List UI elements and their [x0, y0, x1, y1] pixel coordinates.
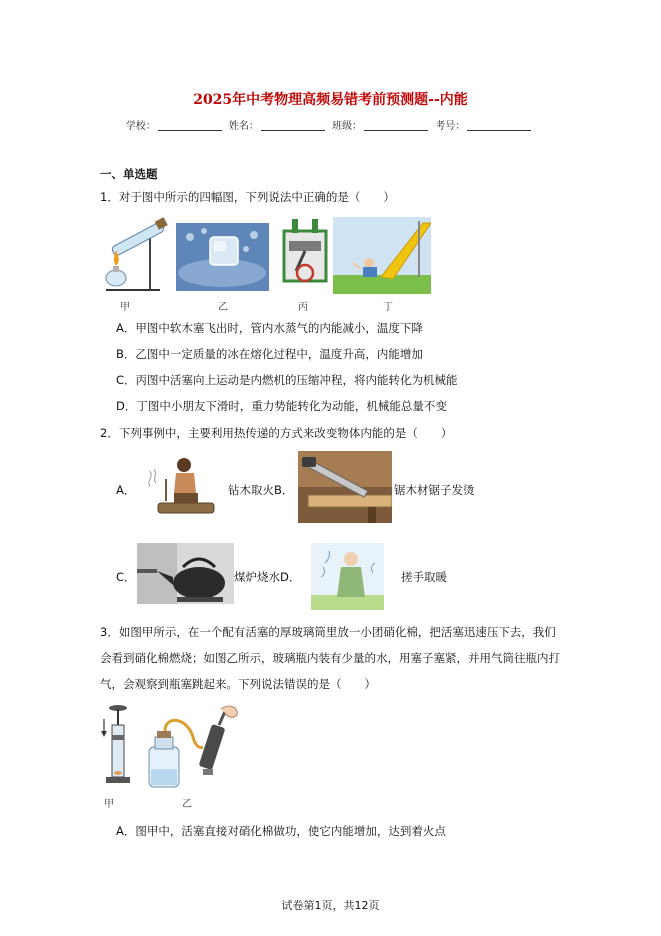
q2-stem: 2．下列事例中，主要利用热传递的方式来改变物体内能的是（ ） — [100, 426, 453, 440]
name-label: 姓名： — [228, 121, 259, 132]
q1-option-b[interactable]: B．乙图中一定质量的冰在熔化过程中，温度升高，内能增加 — [116, 347, 423, 361]
q1-figure-ice — [176, 223, 269, 291]
number-label: 考号： — [435, 121, 466, 132]
q3-figure-bottle-pump — [143, 703, 241, 789]
q1-option-c[interactable]: C．丙图中活塞向上运动是内燃机的压缩冲程，将内能转化为机械能 — [116, 373, 458, 387]
q3-stem-line3: 气，会观察到瓶塞跳起来。下列说法错误的是（ ） — [100, 677, 376, 691]
class-blank[interactable] — [364, 130, 428, 131]
q2-option-d-text[interactable]: 搓手取暖 — [401, 570, 447, 584]
section-heading: 一、单选题 — [100, 167, 158, 181]
student-info-line — [0, 117, 661, 132]
name-blank[interactable] — [261, 130, 325, 131]
class-label: 班级： — [332, 121, 363, 132]
q3-stem-line1: 3．如图甲所示，在一个配有活塞的厚玻璃筒里放一小团硝化棉，把活塞迅速压下去，我们 — [100, 625, 556, 639]
q1-figure-engine — [282, 217, 328, 292]
q2-option-c-text[interactable]: 煤炉烧水D． — [234, 570, 301, 584]
q2-option-b-text[interactable]: 锯木材锯子发烫 — [394, 483, 475, 497]
q1-caption-bing: 丙 — [298, 302, 308, 313]
q2-option-c-letter[interactable]: C． — [116, 570, 136, 584]
q3-option-a[interactable]: A．图甲中，活塞直接对硝化棉做功，使它内能增加，达到着火点 — [116, 824, 446, 838]
q2-figure-saw — [298, 451, 392, 523]
q2-figure-rubbing-hands — [311, 543, 384, 610]
q2-option-a-text[interactable]: 钻木取火B． — [228, 483, 294, 497]
school-blank[interactable] — [158, 130, 222, 131]
q3-stem-line2: 会看到硝化棉燃烧；如图乙所示，玻璃瓶内装有少量的水，用塞子塞紧，并用气筒往瓶内打 — [100, 651, 560, 665]
number-blank[interactable] — [467, 130, 531, 131]
q1-option-d[interactable]: D．丁图中小朋友下滑时，重力势能转化为动能，机械能总量不变 — [116, 399, 447, 413]
q1-caption-jia: 甲 — [120, 302, 130, 313]
page-title: 2025年中考物理高频易错考前预测题--内能 — [193, 92, 468, 108]
q1-caption-ding: 丁 — [383, 302, 393, 313]
q2-figure-kettle — [137, 543, 234, 604]
q3-caption-yi: 乙 — [182, 799, 192, 810]
school-label: 学校： — [125, 121, 156, 132]
q2-option-a-letter[interactable]: A． — [116, 483, 136, 497]
q2-figure-drilling-fire — [144, 453, 221, 519]
q3-caption-jia: 甲 — [104, 799, 114, 810]
page-footer: 试卷第1页，共12页 — [281, 899, 380, 912]
q3-figure-piston-cylinder — [100, 703, 130, 785]
q1-figure-test-tube — [100, 216, 170, 294]
q1-figure-slide — [333, 217, 431, 294]
q1-caption-yi: 乙 — [218, 302, 228, 313]
q1-stem: 1．对于图中所示的四幅图，下列说法中正确的是（ ） — [100, 190, 395, 204]
q1-option-a[interactable]: A．甲图中软木塞飞出时，管内水蒸气的内能减小，温度下降 — [116, 321, 423, 335]
